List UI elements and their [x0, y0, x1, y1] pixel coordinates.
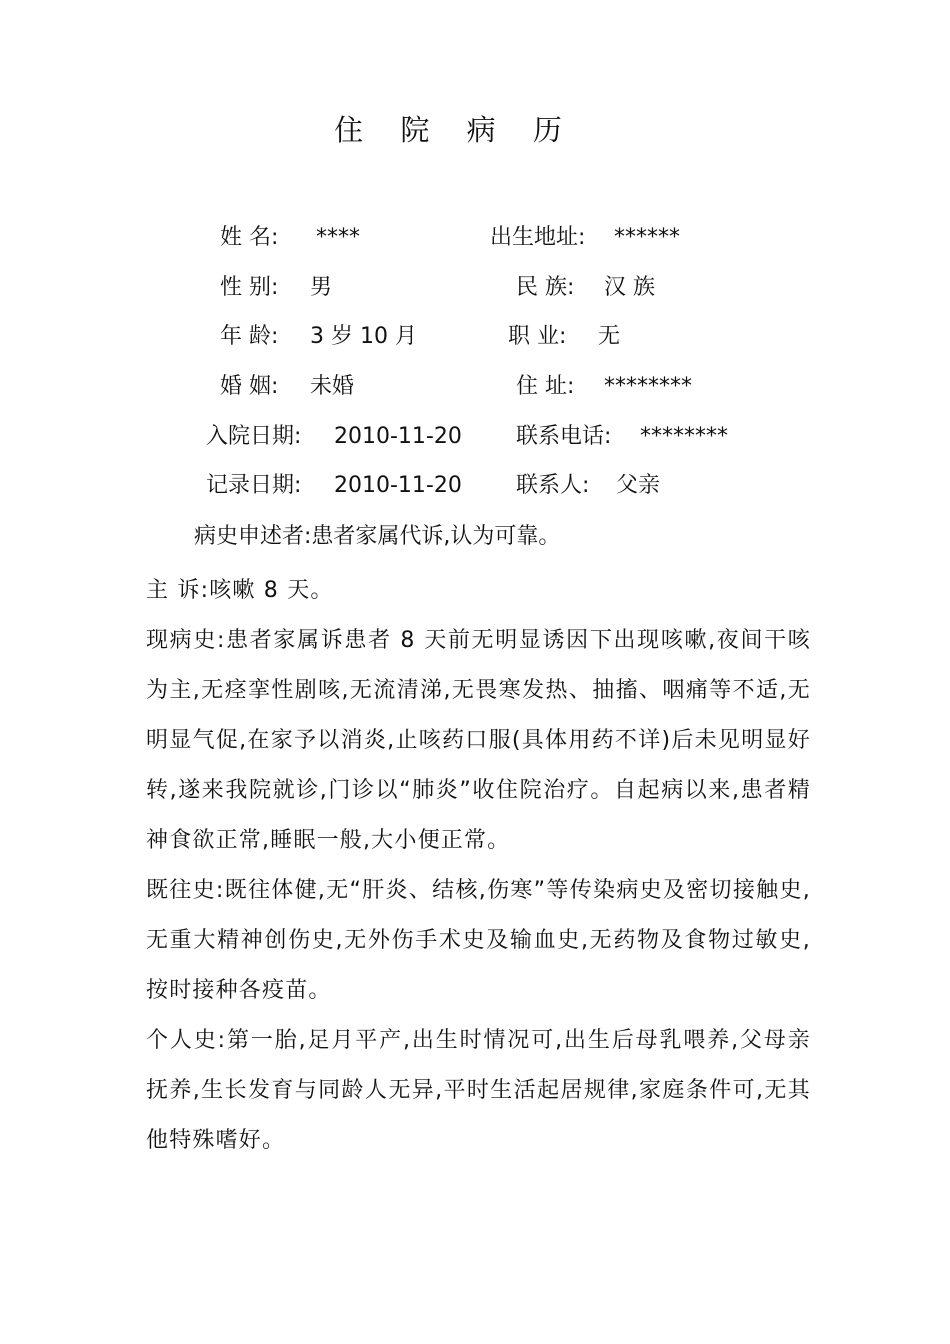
marriage-value: 未婚	[310, 374, 355, 399]
present-illness-text: 患者家属诉患者 8 天前无明显诱因下出现咳嗽,夜间干咳为主,无痉挛性剧咳,无流清涕,无畏寒发热、抽搐、咽痛等不适,无明显气促,在家予以消炎,止咳药口服(具体用药不详)后未见明显好转,遂来我院就诊,门诊以“肺炎”收住院治疗。自起病以来,患者精神食欲正常,睡眠一般,大小便正常。	[146, 628, 811, 853]
birthplace-value: ******	[614, 225, 680, 250]
info-row-2	[0, 272, 950, 304]
info-row-3	[0, 321, 950, 353]
name-value: ****	[316, 225, 360, 250]
admit-date-label: 入院日期:	[206, 424, 302, 449]
age-label: 年 龄:	[220, 324, 279, 349]
name-label: 姓 名:	[220, 225, 279, 250]
info-row-1	[0, 222, 950, 254]
present-illness-label: 现病史:	[146, 628, 226, 653]
phone-label: 联系电话:	[516, 424, 612, 449]
present-illness	[146, 616, 811, 866]
gender-value: 男	[310, 275, 333, 300]
record-date-value: 2010-11-20	[334, 473, 462, 498]
personal-history	[146, 1016, 811, 1166]
record-date-label: 记录日期:	[206, 473, 302, 498]
chief-complaint	[146, 566, 811, 616]
past-history-label: 既往史:	[146, 878, 225, 903]
info-row-5	[0, 421, 950, 453]
history-provider: 病史申述者:患者家属代诉,认为可靠。	[194, 524, 561, 549]
chief-complaint-text: 咳嗽 8 天。	[209, 578, 334, 603]
occupation-label: 职 业:	[508, 324, 567, 349]
age-value: 3 岁 10 月	[310, 324, 417, 349]
personal-history-text: 第一胎,足月平产,出生时情况可,出生后母乳喂养,父母亲抚养,生长发育与同龄人无异,平时生活起居规律,家庭条件可,无其他特殊嗜好。	[146, 1028, 812, 1153]
past-history-text: 既往体健,无“肝炎、结核,伤寒”等传染病史及密切接触史,无重大精神创伤史,无外伤手术史及输血史,无药物及食物过敏史,按时接种各疫苗。	[146, 878, 811, 1003]
phone-value: ********	[640, 424, 728, 449]
contact-value: 父亲	[616, 473, 661, 498]
ethnicity-value: 汉 族	[604, 275, 655, 300]
personal-history-label: 个人史:	[146, 1028, 227, 1053]
contact-label: 联系人:	[516, 473, 590, 498]
address-label: 住 址:	[516, 374, 575, 399]
gender-label: 性 别:	[220, 275, 279, 300]
marriage-label: 婚 姻:	[220, 374, 279, 399]
info-row-6	[0, 470, 950, 502]
document-title: 住 院 病 历	[334, 113, 576, 147]
chief-complaint-label: 主 诉:	[146, 578, 210, 603]
record-body	[146, 566, 811, 1166]
birthplace-label: 出生地址:	[490, 225, 586, 250]
past-history	[146, 866, 811, 1016]
address-value: ********	[604, 374, 692, 399]
occupation-value: 无	[598, 324, 621, 349]
admit-date-value: 2010-11-20	[334, 424, 462, 449]
ethnicity-label: 民 族:	[516, 275, 575, 300]
info-row-4	[0, 371, 950, 403]
